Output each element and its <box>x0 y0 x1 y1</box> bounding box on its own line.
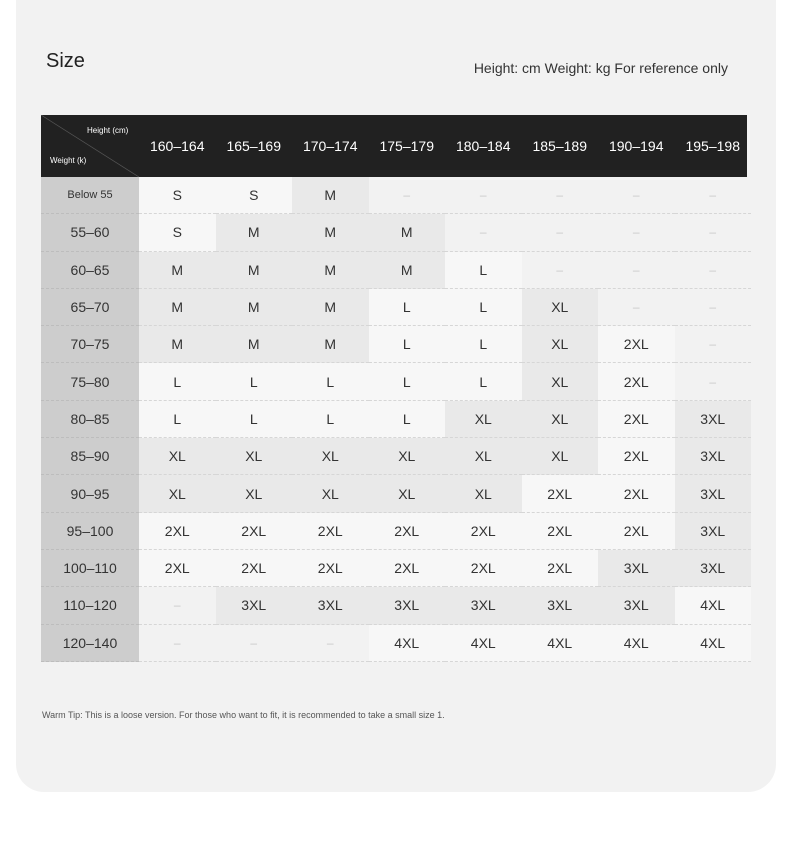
diagonal-divider-icon <box>41 115 139 177</box>
size-cell: M <box>216 289 293 326</box>
size-cell: 3XL <box>445 587 522 624</box>
size-chart-card <box>16 0 776 792</box>
height-column-header: 175–179 <box>379 138 434 154</box>
size-cell: 2XL <box>216 550 293 587</box>
size-cell: S <box>139 177 216 214</box>
size-cell: 2XL <box>369 513 446 550</box>
size-cell: L <box>369 289 446 326</box>
size-cell: 2XL <box>292 550 369 587</box>
table-header <box>41 115 747 177</box>
size-cell: L <box>292 363 369 400</box>
size-cell: XL <box>139 438 216 475</box>
size-cell: XL <box>522 289 599 326</box>
size-cell: XL <box>216 475 293 512</box>
size-cell: – <box>598 252 675 289</box>
height-column-header: 185–189 <box>532 138 587 154</box>
table-row <box>41 177 747 214</box>
size-cell: 4XL <box>369 625 446 662</box>
size-cell: M <box>292 252 369 289</box>
size-cell: – <box>139 625 216 662</box>
size-cell: L <box>216 363 293 400</box>
weight-row-header: Below 55 <box>41 177 139 214</box>
size-cell: L <box>445 252 522 289</box>
size-cell: L <box>139 363 216 400</box>
height-column-header: 180–184 <box>455 138 511 154</box>
size-cell: M <box>292 326 369 363</box>
size-cell: M <box>139 326 216 363</box>
table-row <box>41 513 747 550</box>
table-row <box>41 363 747 400</box>
weight-row-header: 85–90 <box>41 438 139 475</box>
size-cell: S <box>139 214 216 251</box>
weight-row-header: 80–85 <box>41 401 139 438</box>
table-row <box>41 438 747 475</box>
size-cell: – <box>598 289 675 326</box>
size-cell: L <box>445 363 522 400</box>
size-cell: – <box>522 177 599 214</box>
size-cell: 3XL <box>675 401 752 438</box>
size-cell: XL <box>522 363 599 400</box>
size-cell: XL <box>522 401 599 438</box>
size-cell: L <box>216 401 293 438</box>
size-cell: – <box>675 214 752 251</box>
unit-note: Height: cm Weight: kg For reference only <box>473 60 728 76</box>
size-cell: – <box>445 214 522 251</box>
size-cell: XL <box>216 438 293 475</box>
size-cell: 2XL <box>292 513 369 550</box>
size-cell: – <box>598 214 675 251</box>
weight-row-header: 120–140 <box>41 625 139 662</box>
size-cell: 3XL <box>675 513 752 550</box>
table-row <box>41 401 747 438</box>
weight-row-header: 70–75 <box>41 326 139 363</box>
weight-row-header: 60–65 <box>41 252 139 289</box>
weight-axis-label: Weight (k) <box>50 156 87 165</box>
size-cell: M <box>292 177 369 214</box>
size-cell: XL <box>292 475 369 512</box>
size-cell: L <box>292 401 369 438</box>
size-cell: L <box>369 401 446 438</box>
weight-row-header: 75–80 <box>41 363 139 400</box>
size-cell: 2XL <box>369 550 446 587</box>
size-cell: M <box>292 214 369 251</box>
table-row <box>41 625 747 662</box>
table-row <box>41 475 747 512</box>
table-row <box>41 326 747 363</box>
size-cell: L <box>445 289 522 326</box>
size-cell: 2XL <box>598 401 675 438</box>
size-cell: 4XL <box>522 625 599 662</box>
size-cell: 2XL <box>139 550 216 587</box>
table-body <box>41 177 747 662</box>
size-cell: – <box>369 177 446 214</box>
size-cell: 2XL <box>522 513 599 550</box>
warm-tip: Warm Tip: This is a loose version. For those who want to fit, it is recommended to take a small size 1. <box>42 710 445 720</box>
size-cell: XL <box>369 475 446 512</box>
size-cell: M <box>216 214 293 251</box>
size-cell: – <box>139 587 216 624</box>
table-row <box>41 550 747 587</box>
height-column-header: 165–169 <box>226 138 281 154</box>
size-cell: XL <box>522 438 599 475</box>
size-cell: L <box>369 326 446 363</box>
size-cell: – <box>598 177 675 214</box>
size-cell: 2XL <box>139 513 216 550</box>
weight-row-header: 55–60 <box>41 214 139 251</box>
weight-row-header: 65–70 <box>41 289 139 326</box>
size-cell: – <box>522 214 599 251</box>
height-column-header: 190–194 <box>608 138 664 154</box>
size-cell: XL <box>445 438 522 475</box>
size-cell: – <box>445 177 522 214</box>
size-cell: 2XL <box>598 438 675 475</box>
size-cell: 3XL <box>598 550 675 587</box>
page-title: Size <box>46 50 85 72</box>
size-cell: L <box>369 363 446 400</box>
size-cell: – <box>675 177 752 214</box>
size-cell: XL <box>139 475 216 512</box>
size-cell: 2XL <box>598 326 675 363</box>
size-cell: XL <box>445 475 522 512</box>
height-column-header: 195–198 <box>685 138 740 154</box>
size-cell: 2XL <box>598 363 675 400</box>
size-cell: XL <box>292 438 369 475</box>
size-cell: 3XL <box>598 587 675 624</box>
weight-row-header: 110–120 <box>41 587 139 624</box>
size-cell: 4XL <box>598 625 675 662</box>
size-table <box>41 115 747 662</box>
table-row <box>41 587 747 624</box>
size-cell: 4XL <box>445 625 522 662</box>
size-cell: 2XL <box>522 550 599 587</box>
size-cell: – <box>292 625 369 662</box>
size-cell: 2XL <box>598 475 675 512</box>
size-cell: 2XL <box>445 513 522 550</box>
size-cell: – <box>216 625 293 662</box>
size-cell: – <box>675 252 752 289</box>
height-column-header: 160–164 <box>149 138 205 154</box>
size-cell: M <box>139 289 216 326</box>
size-cell: M <box>216 326 293 363</box>
size-cell: XL <box>369 438 446 475</box>
size-cell: L <box>445 326 522 363</box>
size-cell: – <box>675 326 752 363</box>
size-cell: 4XL <box>675 587 752 624</box>
size-cell: M <box>292 289 369 326</box>
size-cell: 3XL <box>522 587 599 624</box>
height-column-header: 170–174 <box>302 138 358 154</box>
size-cell: M <box>216 252 293 289</box>
height-axis-label: Height (cm) <box>87 126 129 135</box>
size-cell: S <box>216 177 293 214</box>
weight-row-header: 90–95 <box>41 475 139 512</box>
size-cell: 3XL <box>369 587 446 624</box>
size-cell: 3XL <box>216 587 293 624</box>
table-row <box>41 214 747 251</box>
size-cell: M <box>139 252 216 289</box>
size-cell: 4XL <box>675 625 752 662</box>
size-cell: 3XL <box>675 475 752 512</box>
table-row <box>41 252 747 289</box>
size-cell: – <box>675 289 752 326</box>
size-cell: XL <box>445 401 522 438</box>
weight-row-header: 100–110 <box>41 550 139 587</box>
size-cell: L <box>139 401 216 438</box>
table-row <box>41 289 747 326</box>
size-cell: – <box>675 363 752 400</box>
size-cell: 3XL <box>675 550 752 587</box>
size-cell: 2XL <box>445 550 522 587</box>
size-cell: XL <box>522 326 599 363</box>
size-cell: – <box>522 252 599 289</box>
size-cell: 2XL <box>216 513 293 550</box>
size-cell: 3XL <box>675 438 752 475</box>
size-cell: 2XL <box>598 513 675 550</box>
size-cell: 2XL <box>522 475 599 512</box>
size-cell: M <box>369 214 446 251</box>
size-cell: M <box>369 252 446 289</box>
size-cell: 3XL <box>292 587 369 624</box>
weight-row-header: 95–100 <box>41 513 139 550</box>
corner-cell <box>41 115 139 177</box>
